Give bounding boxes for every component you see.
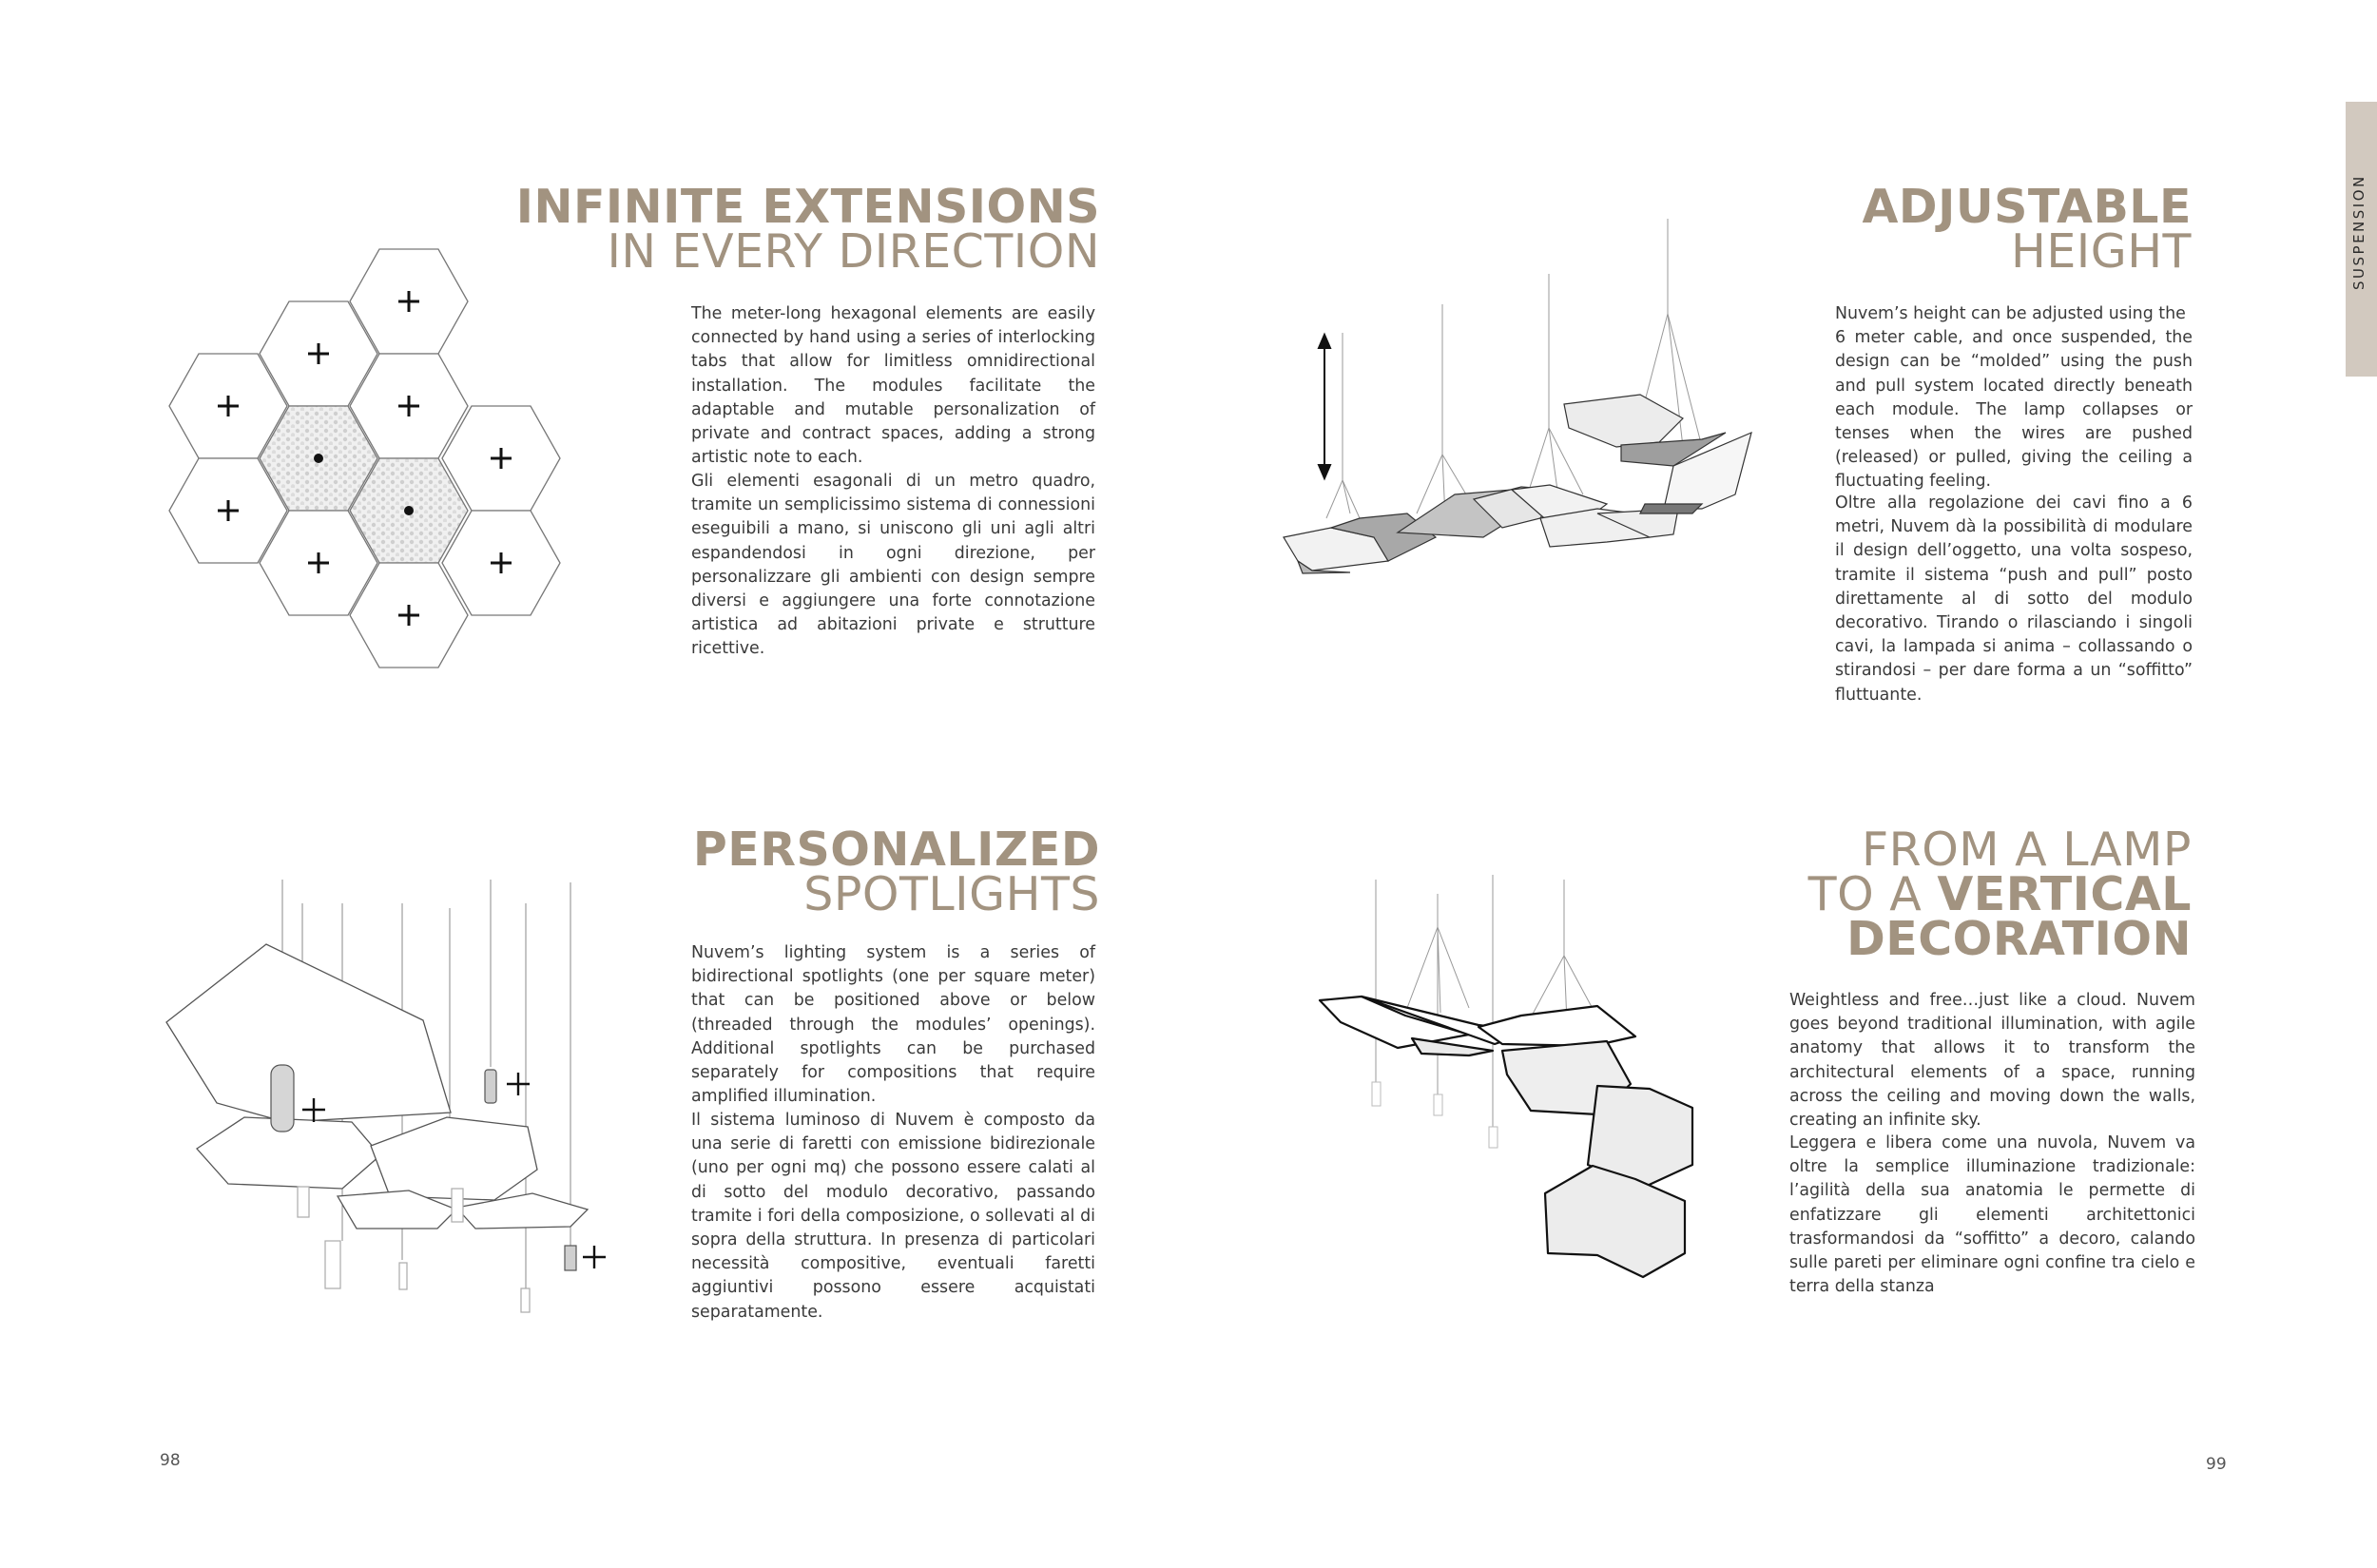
heading-line-2-bold: VERTICAL	[1937, 867, 2192, 921]
infinite-extensions-heading	[515, 180, 1100, 279]
personalized-spotlights-heading	[692, 823, 1100, 921]
heading-light: HEIGHT	[2010, 224, 2192, 279]
heading-line-1: FROM A LAMP	[1861, 823, 2192, 877]
infinite-text-en: The meter-long hexagonal elements are easily connected by hand using a series of interlocking tabs that allow for limitless omnidirectional installation. The modules facilitate the adaptable and mutable personalization of private and contract spaces, adding a strong artistic note to each.	[691, 304, 1095, 468]
personalized-text-it: Il sistema luminoso di Nuvem è composto da una serie di faretti con emissione bidirezionale (uno per ogni mq) che possono essere calati al di sotto del modulo decorativo, passando tramite i fori della composizione, o sollevati al di sopra della struttura. In presenza di particolari necessità compositive, eventuali faretti aggiuntivi possono essere acquistati separatamente.	[691, 1111, 1095, 1322]
vertical-decoration-heading	[1807, 823, 2192, 966]
heading-line-2-light: TO A	[1807, 867, 1938, 921]
adjustable-text-en: Nuvem’s height can be adjusted using the 6 meter cable, and once suspended, the design can be “molded” using the push and pull system located directly beneath each module. The lamp collapses or tenses when the wires are pushed (released) or pulled, giving the ceiling a fluctuating feeling.	[1835, 304, 2193, 492]
heading-line-3: DECORATION	[1846, 912, 2192, 966]
spotlight-dot	[314, 454, 323, 463]
hexagon-grid-illustration	[162, 242, 580, 680]
heading-line-2	[1807, 867, 2192, 921]
adjustable-height-illustration	[1274, 214, 1749, 594]
page-number-left: 98	[160, 1451, 181, 1470]
heading-light: SPOTLIGHTS	[803, 867, 1100, 921]
vertical-text-en: Weightless and free…just like a cloud. Nuvem goes beyond traditional illumination, with agile anatomy that allows it to transform the architectural elements of a space, running across the ceiling and moving down the walls, creating an infinite sky.	[1789, 991, 2195, 1131]
page-number-right: 99	[2206, 1455, 2227, 1474]
heading-bold: INFINITE EXTENSIONS	[515, 180, 1100, 234]
vertical-text-it: Leggera e libera come una nuvola, Nuvem va oltre la semplice illuminazione tradizionale: l’agilità della sua anatomia le permette di enfatizzare gli elementi architettonici trasformandosi da “soffitto” a decoro, calando sulle pareti per eliminare ogni confine tra cielo e terra della stanza	[1789, 1133, 2195, 1297]
heading-light: IN EVERY DIRECTION	[607, 224, 1100, 279]
adjustable-text-it: Oltre alla regolazione dei cavi fino a 6 metri, Nuvem dà la possibilità di modulare il design dell’oggetto, una volta sospeso, tramite il sistema “push and pull” posto direttamente al di sotto del modulo decorativo. Tirando o rilasciando i singoli cavi, la lampada si anima – collassando o stirandosi – per dare forma a un “soffitto” fluttuante.	[1835, 494, 2193, 705]
heading-bold: ADJUSTABLE	[1862, 180, 2192, 234]
spotlights-illustration	[157, 875, 613, 1322]
spotlight-dot	[404, 506, 414, 515]
infinite-text-it: Gli elementi esagonali di un metro quadro, tramite un semplicissimo sistema di connessioni eseguibili a mano, si uniscono gli uni agli altri espandendosi in ogni direzione, per personalizzare gli ambienti con design sempre diversi e aggiungere una forte connotazione artistica ad abitazioni private e strutture ricettive.	[691, 472, 1095, 659]
section-tab-label	[2350, 269, 2367, 290]
personalized-text-en: Nuvem’s lighting system is a series of bidirectional spotlights (one per square meter) that can be positioned above or below (threaded through the modules’ openings). Additional spotlights can be purchased separately for compositions that require amplified illumination.	[691, 943, 1095, 1107]
vertical-decoration-illustration	[1312, 870, 1711, 1326]
heading-bold: PERSONALIZED	[692, 823, 1100, 877]
adjustable-height-heading	[1862, 180, 2193, 279]
